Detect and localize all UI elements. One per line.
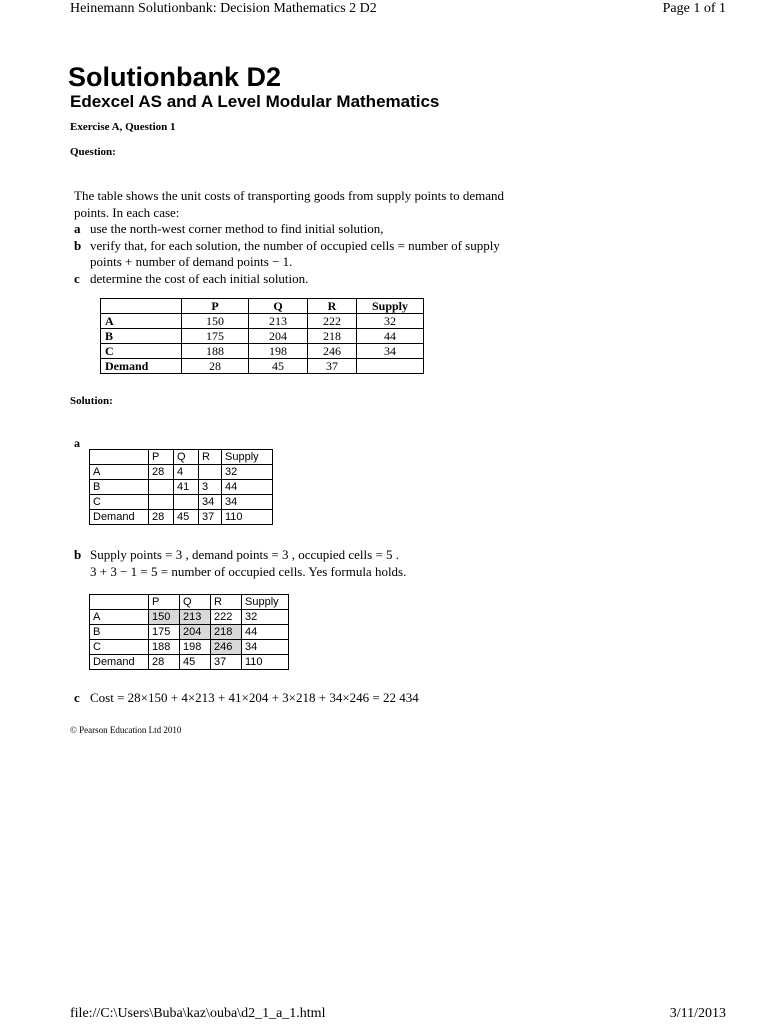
question-part-a: a use the north-west corner method to find initial solution,	[74, 221, 384, 236]
question-intro-2: points. In each case:	[74, 204, 180, 220]
table-row: Demand 28 45 37 110	[90, 655, 289, 670]
table-header-row: P Q R Supply	[90, 595, 289, 610]
page-header	[0, 0, 768, 22]
table-row: Demand 28 45 37	[101, 359, 424, 374]
table-row: A 28 4 32	[90, 465, 273, 480]
northwest-corner-table	[89, 449, 273, 525]
question-label: Question:	[70, 146, 116, 158]
solution-part-a-label: a	[74, 436, 80, 450]
table-row: Demand 28 45 37 110	[90, 510, 273, 525]
solution-part-b: b Supply points = 3 , demand points = 3 , occupied cells = 5 . 3 + 3 − 1 = 5 = number of occupied cells. Yes formula holds.	[74, 547, 407, 579]
part-b-line-1: Supply points = 3 , demand points = 3 , occupied cells = 5 .	[90, 547, 400, 562]
table-row: A 150 213 222 32	[90, 610, 289, 625]
table-row: C 188 198 246 34	[90, 640, 289, 655]
table-header-row: P Q R Supply	[101, 299, 424, 314]
table-row: C 188 198 246 34	[101, 344, 424, 359]
cost-table	[100, 298, 424, 374]
table-row: A 150 213 222 32	[101, 314, 424, 329]
exercise-label: Exercise A, Question 1	[70, 121, 176, 133]
part-b-line-2: 3 + 3 − 1 = 5 = number of occupied cells. Yes formula holds.	[90, 564, 407, 579]
page-number: Page 1 of 1	[662, 1, 726, 16]
cost-formula: Cost = 28×150 + 4×213 + 41×204 + 3×218 + 34×246 = 22 434	[90, 690, 419, 705]
file-path: file://C:\Users\Buba\kaz\ouba\d2_1_a_1.html	[70, 1006, 326, 1021]
table-row: B 175 204 218 44	[90, 625, 289, 640]
solution-part-c: c Cost = 28×150 + 4×213 + 41×204 + 3×218 + 34×246 = 22 434	[74, 690, 419, 705]
table-row: C 34 34	[90, 495, 273, 510]
table-row: B 175 204 218 44	[101, 329, 424, 344]
table-header-row: P Q R Supply	[90, 450, 273, 465]
question-intro-1: The table shows the unit costs of transporting goods from supply points to demand	[74, 188, 505, 203]
page-subtitle: Edexcel AS and A Level Modular Mathematics	[70, 92, 440, 111]
copyright: © Pearson Education Ltd 2010	[70, 725, 182, 735]
question-part-b: b verify that, for each solution, the number of occupied cells = number of supply	[74, 237, 500, 253]
question-part-c: c determine the cost of each initial solution.	[74, 270, 309, 286]
cost-check-table	[89, 594, 289, 670]
question-part-b-cont: points + number of demand points − 1.	[90, 254, 293, 269]
page-title: Solutionbank D2	[68, 62, 282, 92]
header-title: Heinemann Solutionbank: Decision Mathematics 2 D2	[70, 1, 377, 16]
solution-label: Solution:	[70, 395, 113, 407]
print-date: 3/11/2013	[669, 1006, 726, 1021]
question-text	[74, 188, 574, 287]
table-row: B 41 3 44	[90, 480, 273, 495]
